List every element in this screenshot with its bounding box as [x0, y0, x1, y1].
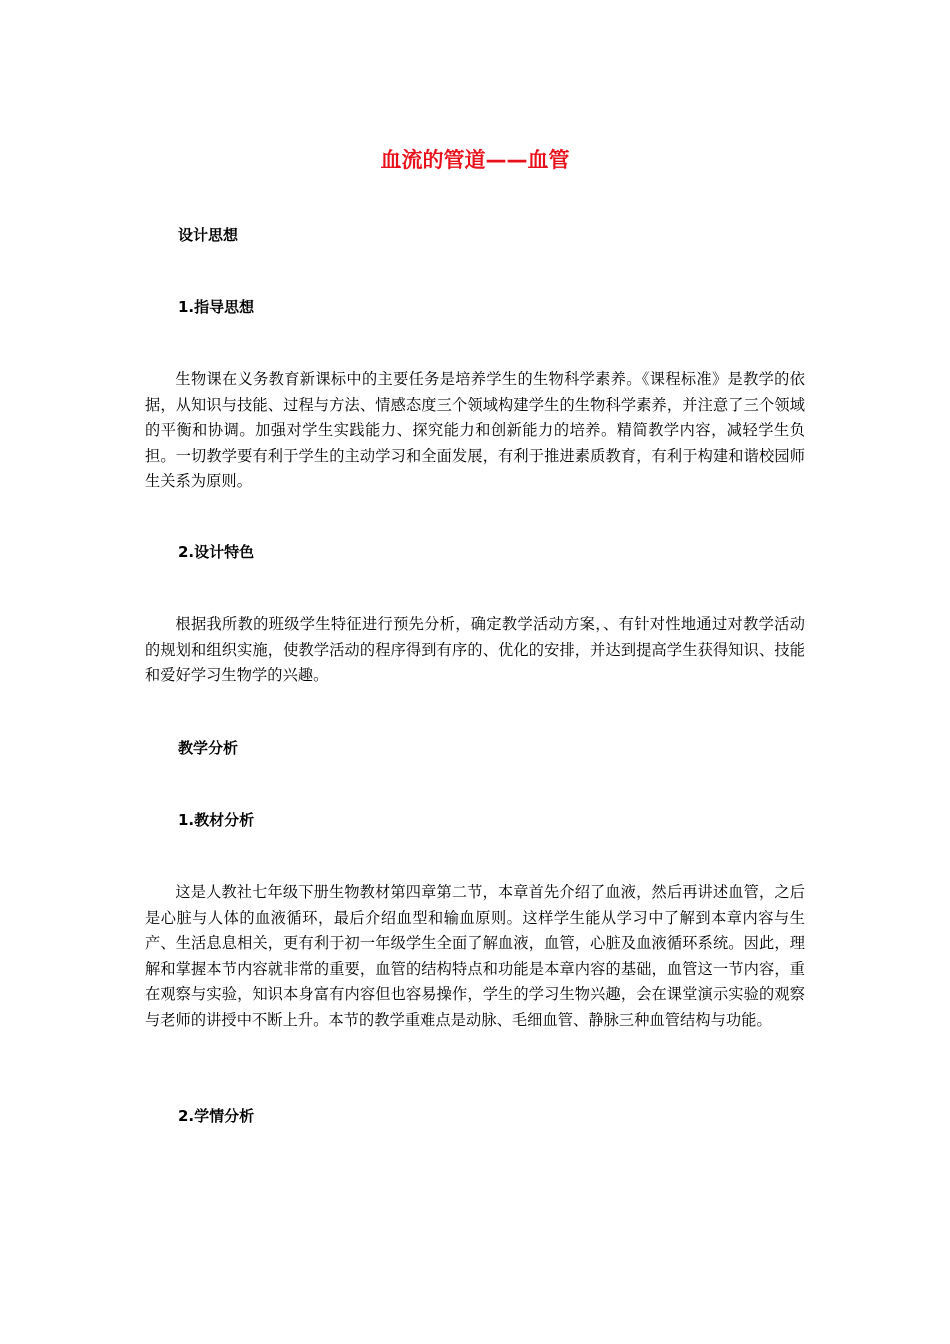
paragraph-design-features: 根据我所教的班级学生特征进行预先分析，确定教学活动方案，、有针对性地通过对教学活动的规划和组织实施，使教学活动的程序得到有序的、优化的安排，并达到提高学生获得知识、技能和爱好学习生物学的兴趣。	[145, 615, 805, 685]
paragraph-material-analysis: 这是人教社七年级下册生物教材第四章第二节，本章首先介绍了血液，然后再讲述血管，之后是心脏与人体的血液循环，最后介绍血型和输血原则。这样学生能从学习中了解到本章内容与生产、生活息息相关，更有利于初一年级学生全面了解血液，血管，心脏及血液循环系统。因此，理解和掌握本节内容就非常的重要，血管的结构特点和功能是本章内容的基础，血管这一节内容，重在观察与实验，知识本身富有内容但也容易操作，学生的学习生物兴趣，会在课堂演示实验的观察与老师的讲授中不断上升。本节的教学重难点是动脉、毛细血管、静脉三种血管结构与功能。	[145, 883, 805, 1029]
section-heading-teaching-analysis: 教学分析	[178, 739, 239, 757]
subsection-heading-design-features: 2.设计特色	[178, 543, 255, 561]
page-title: 血流的管道——血管	[380, 148, 570, 172]
subsection-heading-guiding-idea: 1.指导思想	[178, 298, 255, 316]
subsection-heading-material-analysis: 1.教材分析	[178, 811, 255, 829]
subsection-heading-student-analysis: 2.学情分析	[178, 1107, 255, 1125]
paragraph-guiding-idea: 生物课在义务教育新课标中的主要任务是培养学生的生物科学素养。《课程标准》是教学的依据，从知识与技能、过程与方法、情感态度三个领域构建学生的生物科学素养，并注意了三个领域的平衡和协调。加强对学生实践能力、探究能力和创新能力的培养。精简教学内容，减轻学生负担。一切教学要有利于学生的主动学习和全面发展，有利于推进素质教育，有利于构建和谐校园师生关系为原则。	[145, 370, 805, 491]
section-heading-design-idea: 设计思想	[178, 226, 239, 244]
